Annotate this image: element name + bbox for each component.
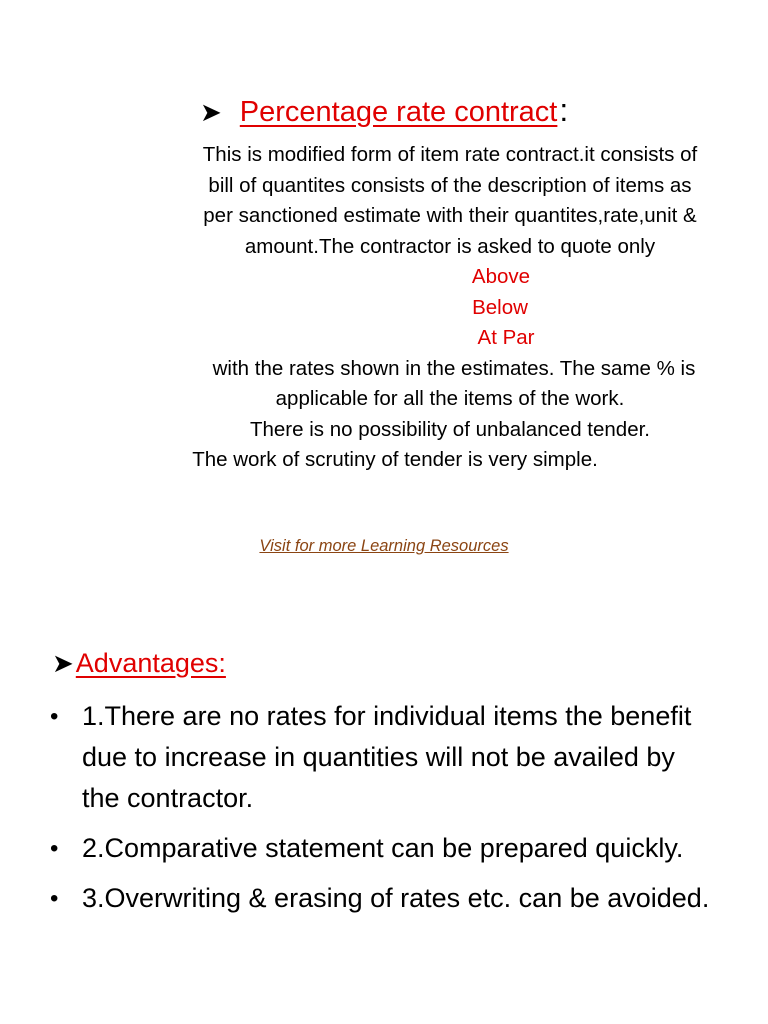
section-title: [200, 92, 568, 129]
option-above: Above: [471, 265, 531, 288]
list-item: [0, 878, 768, 919]
advantages-heading: [52, 648, 226, 679]
closing-line: with the rates shown in the estimates. The same % is: [212, 356, 696, 380]
option-below: Below: [472, 295, 528, 319]
arrow-bullet-icon: ➤: [52, 648, 74, 678]
learning-resources-link[interactable]: Visit for more Learning Resources: [259, 537, 509, 555]
advantages-title: Advantages:: [75, 648, 226, 678]
intro-line: This is modified form of item rate contract.it consists of: [202, 143, 698, 166]
bullet-dot-icon: •: [50, 885, 59, 912]
intro-line: per sanctioned estimate with their quantites,rate,unit &: [203, 204, 697, 227]
description-paragraph: [140, 140, 760, 476]
bullet-dot-icon: •: [50, 703, 59, 730]
closing-line: The work of scrutiny of tender is very simple.: [192, 448, 598, 471]
list-item: [0, 828, 768, 869]
option-at-par: At Par: [477, 326, 535, 349]
advantages-list: [0, 696, 768, 928]
closing-line: There is no possibility of unbalanced tender.: [249, 417, 650, 441]
arrow-bullet-icon: ➤: [200, 97, 222, 127]
list-item-text: 2.Comparative statement can be prepared quickly.: [82, 833, 684, 863]
title-colon: :: [559, 92, 569, 128]
list-item: [0, 696, 768, 819]
intro-line: bill of quantites consists of the description of items as: [208, 173, 692, 197]
bullet-dot-icon: •: [50, 835, 59, 862]
title-text: Percentage rate contract: [239, 96, 558, 128]
list-item-text: 3.Overwriting & erasing of rates etc. can be avoided.: [82, 883, 710, 913]
list-item-text: 1.There are no rates for individual items the benefit due to increase in quantities will not be availed by the contractor.: [82, 701, 692, 813]
closing-line: applicable for all the items of the work.: [275, 387, 625, 410]
intro-line: amount.The contractor is asked to quote only: [244, 234, 656, 258]
